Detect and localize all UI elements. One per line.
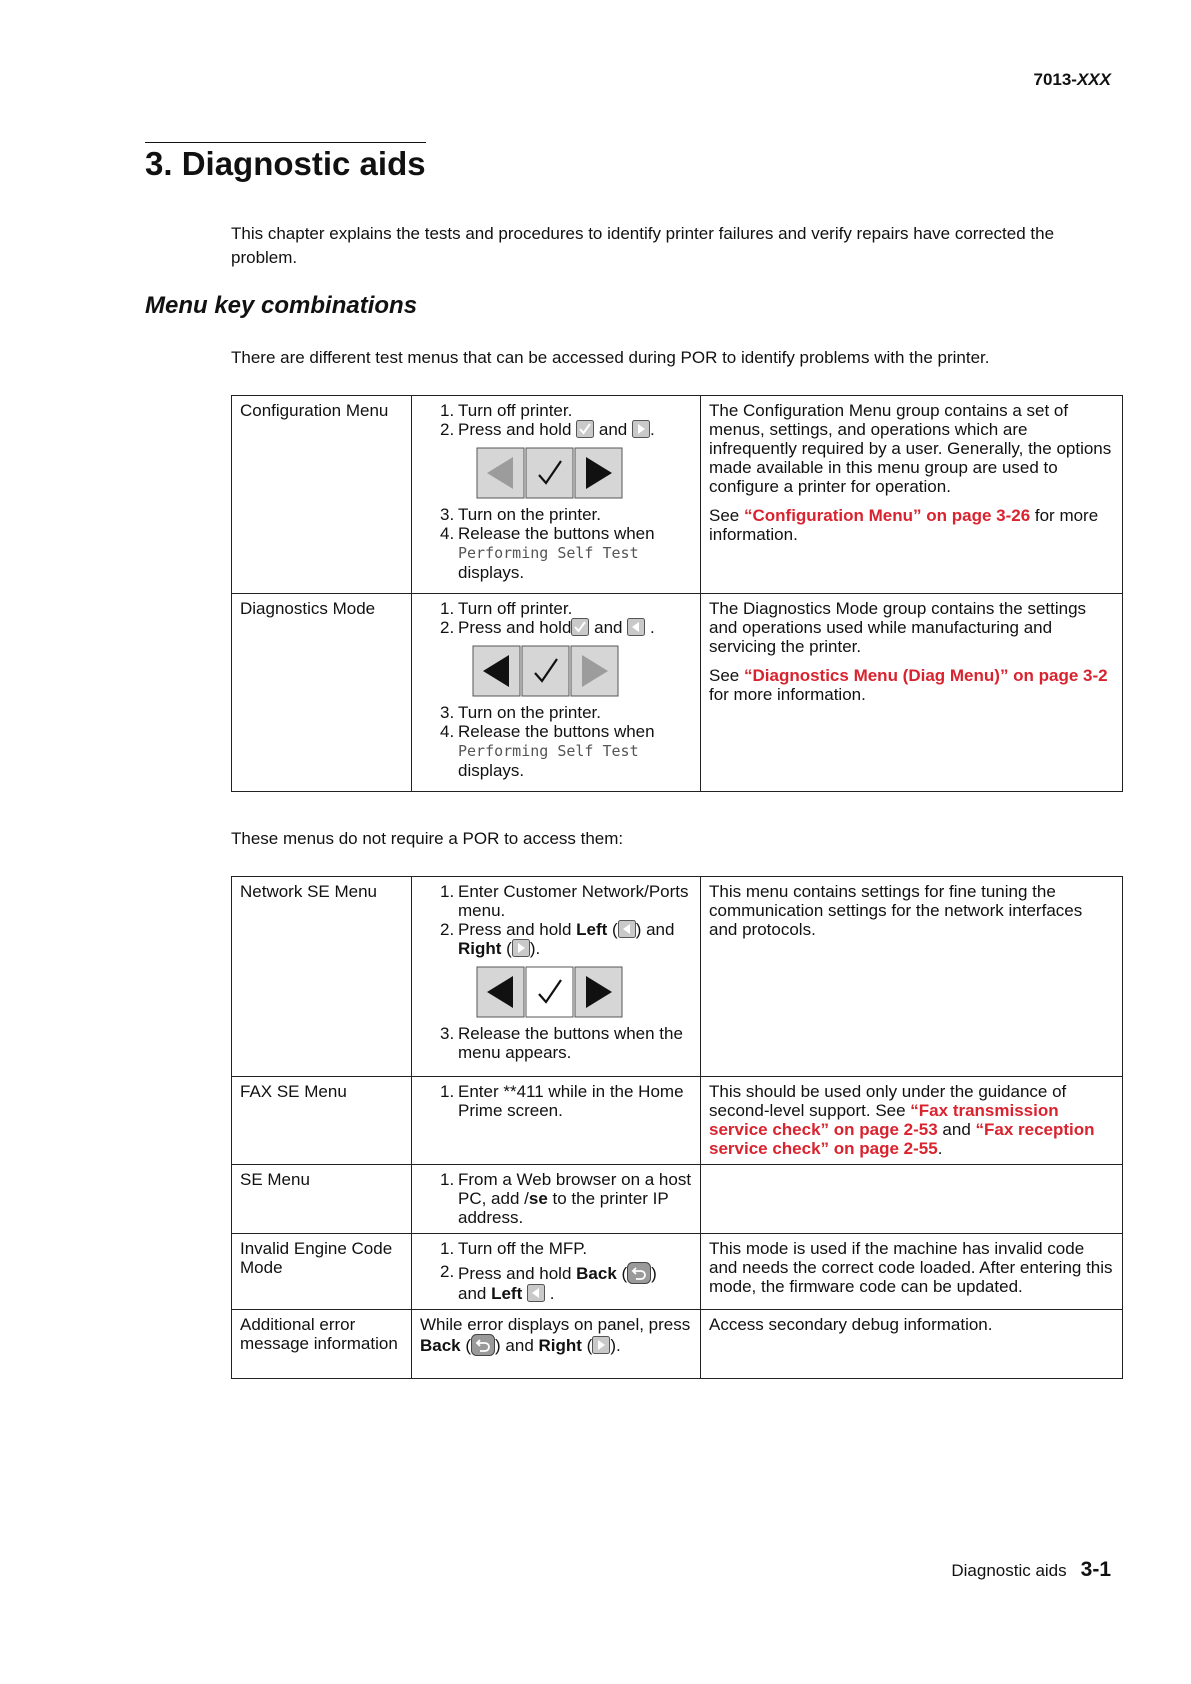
fax-transmission-link[interactable]: “Fax transmission service check” on page 2-53 (709, 1101, 1059, 1139)
table-row (232, 1077, 1123, 1165)
menu-name: Invalid Engine Code Mode (240, 1239, 393, 1277)
menu-name: Configuration Menu (240, 401, 389, 420)
right-key-icon (632, 420, 650, 438)
left-key-icon (627, 618, 645, 636)
step (440, 1262, 692, 1303)
menu-name-cell (232, 1234, 412, 1310)
description-text: The Diagnostics Mode group contains the settings and operations used while manufacturing and servicing the printer. (709, 599, 1087, 656)
see-label: See (709, 506, 744, 525)
step (440, 1239, 692, 1258)
configuration-menu-link[interactable]: “Configuration Menu” on page 3-26 (743, 506, 1031, 525)
keypad-check-right-icon (476, 447, 624, 499)
step (440, 1024, 692, 1062)
step-text: . (549, 1284, 555, 1303)
menu-name: Additional error message information (240, 1315, 398, 1353)
step-text: displays. (458, 563, 525, 582)
por-lead-text: There are different test menus that can be accessed during POR to identify problems with the printer. (231, 348, 990, 367)
description-cell (701, 396, 1123, 594)
procedure-cell (412, 396, 701, 594)
step-text: ). (610, 1336, 621, 1355)
step-text: ) and (495, 1336, 534, 1355)
step-text: Turn on the printer. (458, 703, 602, 722)
diagnostics-menu-link[interactable]: “Diagnostics Menu (Diag Menu)” on page 3-2 (743, 666, 1108, 685)
menu-name-cell (232, 396, 412, 594)
description-cell (701, 877, 1123, 1077)
page-footer (951, 1558, 1111, 1582)
step-text: to the printer IP address. (458, 1189, 669, 1227)
description-text: This mode is used if the machine has invalid code and needs the correct code loaded. After entering this mode, the firmware code can be updated. (709, 1239, 1113, 1296)
back-key-label: Back (420, 1336, 461, 1355)
menu-name: SE Menu (240, 1170, 310, 1189)
procedure-steps (420, 599, 692, 637)
check-key-icon (576, 420, 594, 438)
step-text: and (458, 1284, 492, 1303)
step (440, 401, 692, 420)
menu-name: Network SE Menu (240, 882, 377, 901)
step-text: Press and hold (458, 1264, 577, 1283)
step-text: Turn off printer. (458, 599, 573, 618)
step (440, 599, 692, 618)
left-key-icon (618, 920, 636, 938)
step (440, 882, 692, 920)
step (440, 722, 692, 780)
chapter-title: 3. Diagnostic aids (145, 142, 426, 183)
step-text: Release the buttons when (458, 524, 655, 543)
back-key-icon (471, 1334, 495, 1356)
see-reference (709, 506, 1114, 544)
description-prefix: This should be used only under the guidance of second-level support. See (709, 1082, 1067, 1120)
description-cell (701, 594, 1123, 792)
procedure-steps-cont (420, 505, 692, 582)
left-key-icon (527, 1284, 545, 1302)
description-joiner: and (937, 1120, 976, 1139)
menu-name-cell (232, 877, 412, 1077)
see-suffix: for more information. (709, 506, 1099, 544)
procedure-steps (420, 1082, 692, 1120)
step-text: ( (616, 1264, 628, 1283)
procedure-cell (412, 1234, 701, 1310)
description-text: The Configuration Menu group contains a set of menus, settings, and operations which are infrequently required by a user. Generally, the options made available in this menu group are used to configure a printer for operation. (709, 401, 1112, 496)
step-text: Turn on the printer. (458, 505, 602, 524)
back-key-label: Back (576, 1264, 617, 1283)
description-cell (701, 1234, 1123, 1310)
step-text: and (598, 420, 628, 439)
step-text: Release the buttons when the menu appears. (458, 1024, 683, 1062)
panel-message: Performing Self Test (458, 544, 639, 562)
step-text: Turn off the MFP. (458, 1239, 588, 1258)
right-key-label: Right (538, 1336, 582, 1355)
table-row (232, 1310, 1123, 1379)
step-text: and (594, 618, 623, 637)
procedure-steps (420, 1170, 692, 1227)
step-text: . (649, 420, 655, 439)
check-key-icon (571, 618, 589, 636)
see-label: See (709, 666, 744, 685)
step (440, 920, 692, 958)
keypad-left-check-icon (472, 645, 620, 697)
no-por-lead-text: These menus do not require a POR to access them: (231, 829, 624, 848)
step-text: ( (460, 1336, 472, 1355)
section-title: Menu key combinations (145, 292, 418, 319)
description-text: This menu contains settings for fine tuning the communication settings for the network interfaces and protocols. (709, 882, 1083, 939)
right-key-label: Right (458, 939, 502, 958)
por-menu-table (231, 395, 1123, 792)
procedure-steps (420, 1239, 692, 1303)
step-text: Enter Customer Network/Ports menu. (458, 882, 689, 920)
step-text: ) and (635, 920, 675, 939)
chapter-intro: This chapter explains the tests and procedures to identify printer failures and verify repairs have corrected the problem. (231, 224, 1055, 267)
table-row (232, 877, 1123, 1077)
description-cell (701, 1310, 1123, 1379)
procedure-steps-cont (420, 1024, 692, 1062)
model-suffix: XXX (1076, 70, 1111, 89)
menu-name-cell (232, 1077, 412, 1165)
step (440, 420, 692, 439)
left-key-label: Left (576, 920, 608, 939)
step-text: . (649, 618, 655, 637)
left-key-label: Left (491, 1284, 523, 1303)
menu-name: Diagnostics Mode (240, 599, 376, 618)
description-suffix: . (937, 1139, 943, 1158)
step-text: Turn off printer. (458, 401, 573, 420)
step-text: ) (651, 1264, 657, 1283)
step-text: While error displays on panel, press (420, 1315, 691, 1334)
table-row (232, 1234, 1123, 1310)
description-cell (701, 1165, 1123, 1234)
step-text: Press and hold (458, 420, 577, 439)
footer-label: Diagnostic aids (951, 1561, 1067, 1580)
see-reference (709, 666, 1114, 704)
step-text: ( (607, 920, 618, 939)
se-path-label: se (528, 1189, 548, 1208)
step (440, 618, 692, 637)
see-suffix: for more information. (709, 685, 866, 704)
step-text: Press and hold (458, 920, 577, 939)
menu-name-cell (232, 1310, 412, 1379)
step-text: From a Web browser on a host PC, add / (458, 1170, 692, 1208)
page-number: 3-1 (1080, 1558, 1111, 1581)
step (440, 524, 692, 582)
description-cell (701, 1077, 1123, 1165)
procedure-cell (412, 594, 701, 792)
step (440, 505, 692, 524)
no-por-menu-table (231, 876, 1123, 1379)
procedure-cell (412, 877, 701, 1077)
menu-name-cell (232, 1165, 412, 1234)
back-key-icon (627, 1262, 651, 1284)
table-row (232, 396, 1123, 594)
step-text: ( (501, 939, 512, 958)
model-prefix: 7013- (1033, 70, 1077, 89)
step-text: displays. (458, 761, 525, 780)
right-key-icon (592, 1336, 610, 1354)
table-row (232, 1165, 1123, 1234)
procedure-cell (412, 1077, 701, 1165)
description-text: Access secondary debug information. (709, 1315, 993, 1334)
step-text: ( (581, 1336, 593, 1355)
step (440, 1082, 692, 1120)
procedure-steps-cont (420, 703, 692, 780)
table-row (232, 594, 1123, 792)
model-id (1033, 70, 1111, 90)
right-key-icon (512, 939, 530, 957)
procedure-steps (420, 401, 692, 439)
step (440, 703, 692, 722)
procedure-cell (412, 1165, 701, 1234)
step (440, 1170, 692, 1227)
step-text: Press and hold (458, 618, 572, 637)
procedure-cell (412, 1310, 701, 1379)
menu-name: FAX SE Menu (240, 1082, 347, 1101)
procedure-steps (420, 882, 692, 958)
menu-name-cell (232, 594, 412, 792)
fax-reception-link[interactable]: “Fax reception service check” on page 2-55 (709, 1120, 1095, 1158)
description-text (709, 1082, 1114, 1158)
keypad-left-right-icon (476, 966, 624, 1018)
step-text: Enter **411 while in the Home Prime screen. (458, 1082, 684, 1120)
step-text: Release the buttons when (458, 722, 655, 741)
panel-message: Performing Self Test (458, 742, 639, 760)
step-text: ). (529, 939, 541, 958)
